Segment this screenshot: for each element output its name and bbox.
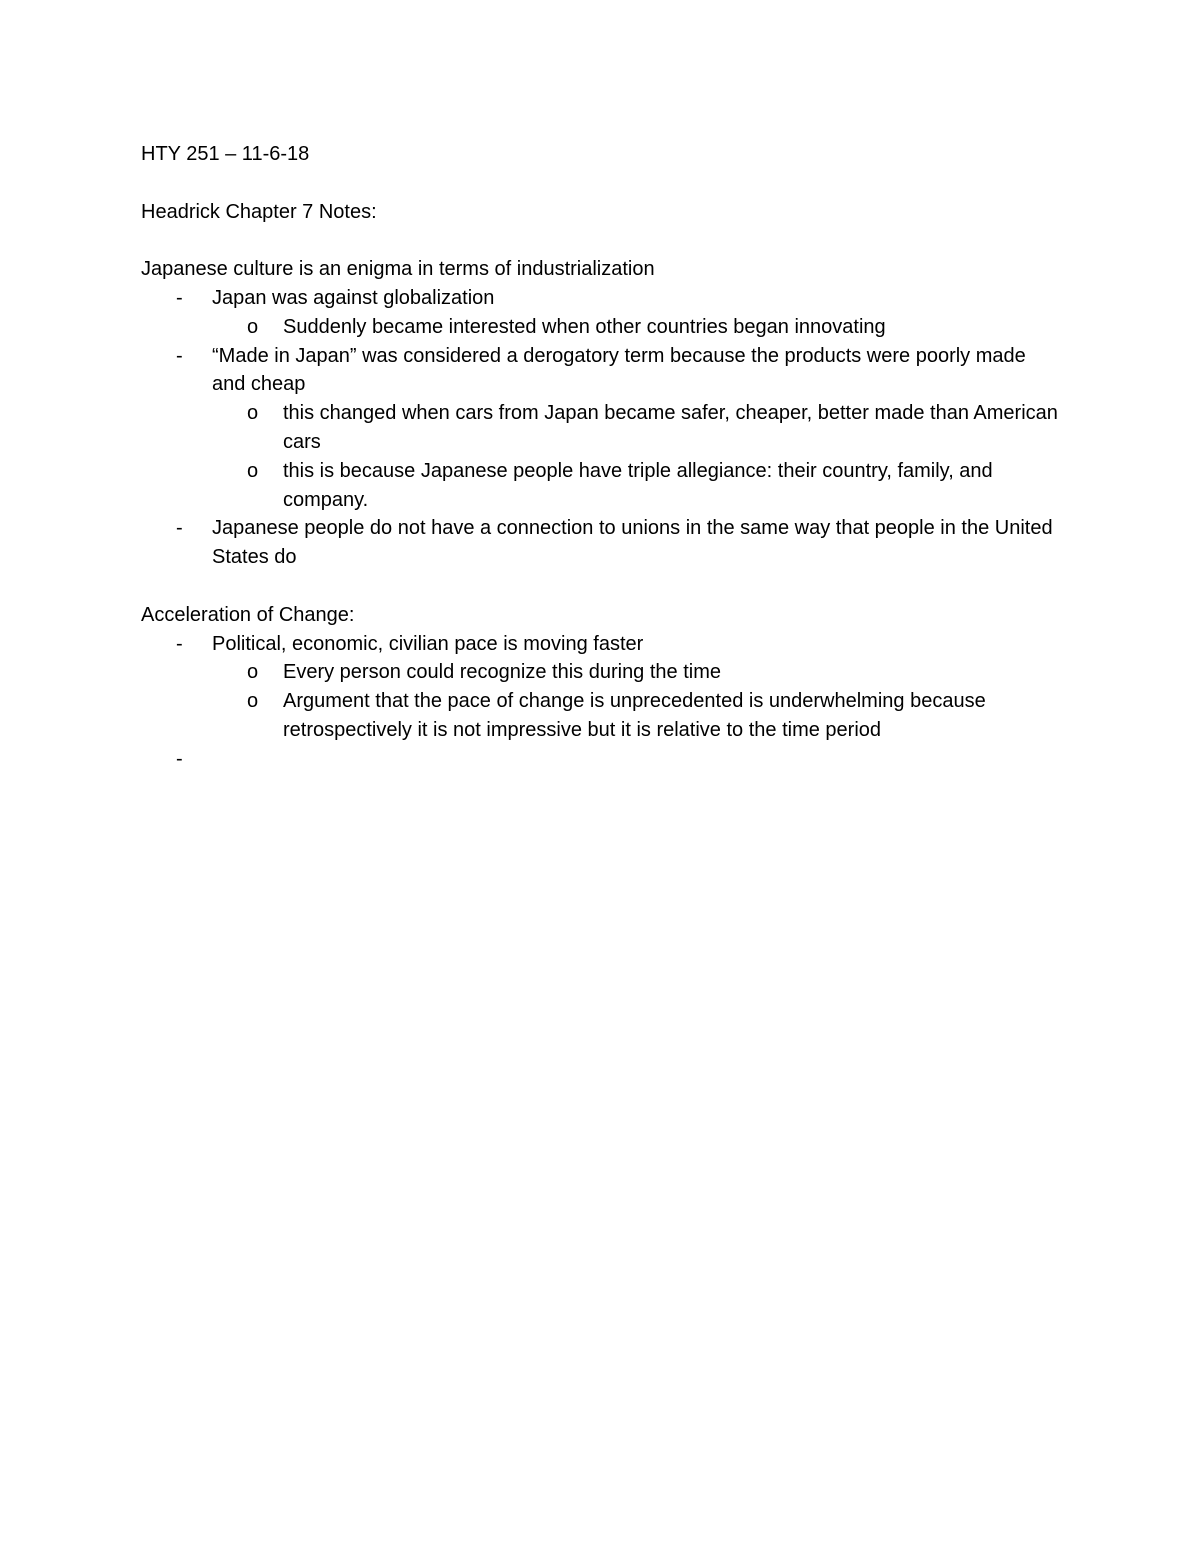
bullet-item [141, 284, 1061, 313]
dash-bullet-icon: - [176, 632, 183, 655]
sub-bullet-item [141, 313, 1061, 342]
notes-title: Headrick Chapter 7 Notes: [141, 200, 377, 223]
bullet-item [141, 342, 1061, 400]
sub-bullet-text: this changed when cars from Japan became safer, cheaper, better made than American cars [283, 402, 1058, 453]
blank-line [141, 572, 1061, 601]
document-body [141, 140, 1061, 774]
bullet-text: Japan was against globalization [212, 286, 495, 309]
bullet-text: Japanese people do not have a connection to unions in the same way that people in the United States do [212, 517, 1053, 569]
sub-bullet-item [141, 457, 1061, 515]
sub-bullet-item [141, 658, 1061, 687]
circle-bullet-icon: o [247, 661, 259, 684]
sub-bullet-text: Argument that the pace of change is unprecedented is underwhelming because retrospectively it is not impressive but it is relative to the time period [283, 690, 986, 741]
sub-bullet-item [141, 399, 1061, 457]
dash-bullet-icon: - [176, 344, 183, 367]
bullet-item [141, 630, 1061, 659]
circle-bullet-icon: o [247, 690, 259, 713]
sub-bullet-text: this is because Japanese people have triple allegiance: their country, family, and company. [283, 459, 993, 511]
course-date-line: HTY 251 – 11-6-18 [141, 143, 310, 165]
blank-line [141, 169, 1061, 198]
section-heading: Acceleration of Change: [141, 603, 355, 626]
blank-line [141, 226, 1061, 255]
sub-bullet-text: Suddenly became interested when other countries began innovating [283, 315, 886, 338]
dash-bullet-icon: - [176, 286, 183, 309]
circle-bullet-icon: o [247, 315, 259, 338]
sub-bullet-item [141, 687, 1061, 745]
bullet-text: Political, economic, civilian pace is moving faster [212, 632, 644, 655]
dash-bullet-icon: - [176, 517, 183, 540]
circle-bullet-icon: o [247, 402, 259, 425]
bullet-item-empty [141, 745, 1061, 774]
dash-bullet-icon: - [176, 747, 183, 770]
bullet-text: “Made in Japan” was considered a derogatory term because the products were poorly made and cheap [212, 344, 1026, 396]
sub-bullet-text: Every person could recognize this during the time [283, 661, 722, 684]
circle-bullet-icon: o [247, 459, 259, 482]
bullet-item [141, 514, 1061, 572]
section-heading: Japanese culture is an enigma in terms of industrialization [141, 258, 655, 281]
